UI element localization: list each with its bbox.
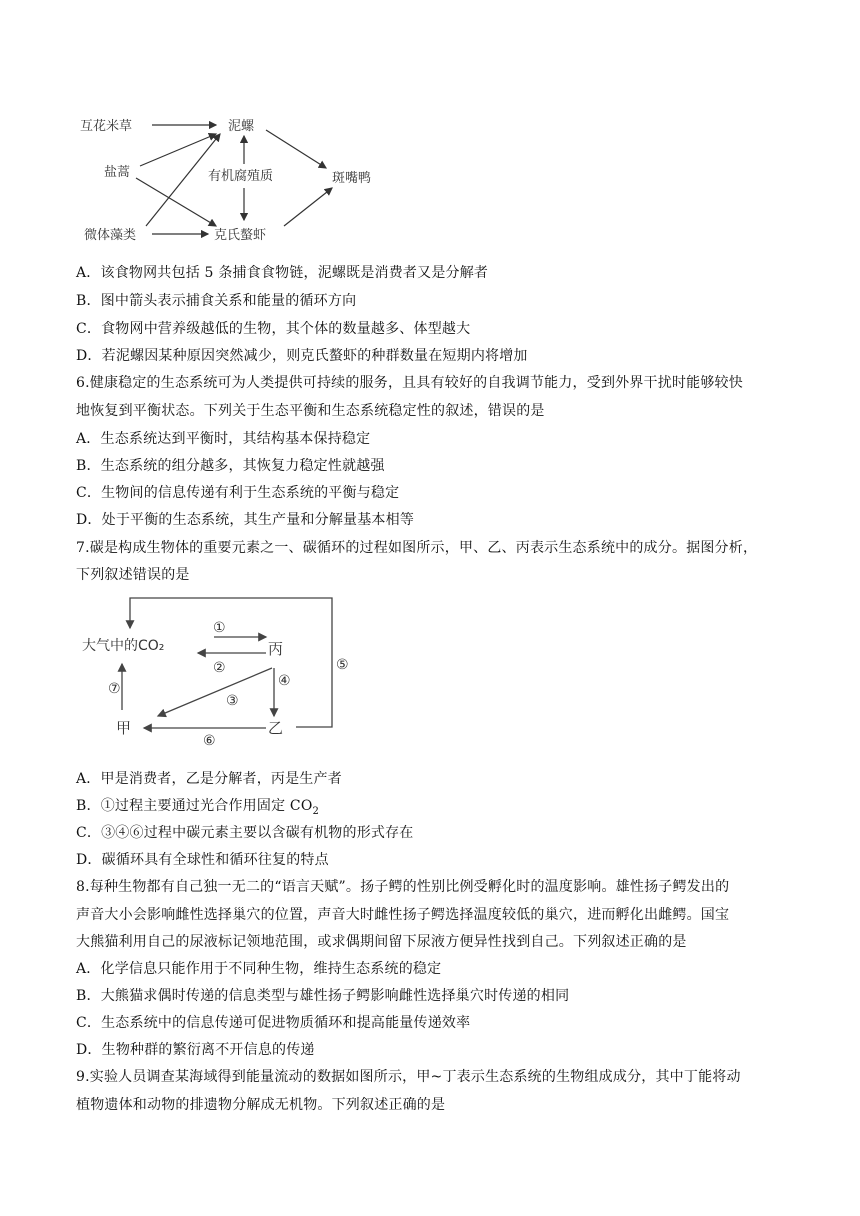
- q6-stem-line-1: 6.健康稳定的生态系统可为人类提供可持续的服务，且具有较好的自我调节能力，受到外界干扰时能够较快: [76, 375, 743, 391]
- node-crayfish: 克氏螯虾: [214, 228, 267, 243]
- q5-option-c: C．食物网中营养级越低的生物，其个体的数量越多、体型越大: [76, 321, 471, 337]
- arrow-suaeda-crayfish: [136, 178, 216, 226]
- arrow-crayfish-duck: [284, 188, 332, 226]
- node-detritus: 有机腐殖质: [208, 169, 274, 184]
- node-yi: 乙: [268, 719, 284, 737]
- q5-option-d: D．若泥螺因某种原因突然减少，则克氏螯虾的种群数量在短期内将增加: [76, 348, 528, 364]
- label-5: ⑤: [336, 657, 349, 673]
- q8-stem-line-3: 大熊猫利用自己的尿液标记领地范围，或求偶期间留下尿液方便异性找到自己。下列叙述正确的是: [76, 934, 687, 950]
- label-3: ③: [226, 693, 239, 709]
- arrow-suaeda-snail: [140, 134, 216, 166]
- node-duck: 斑嘴鸭: [332, 171, 372, 186]
- q9-stem-line-1: 9.实验人员调查某海域得到能量流动的数据如图所示，甲~丁表示生态系统的生物组成成分，其中丁能将动: [76, 1069, 741, 1085]
- node-suaeda: 盐蒿: [104, 165, 131, 180]
- label-2: ②: [213, 660, 226, 676]
- q7-stem-line-2: 下列叙述错误的是: [76, 567, 190, 583]
- q6-stem-line-2: 地恢复到平衡状态。下列关于生态平衡和生态系统稳定性的叙述，错误的是: [76, 403, 545, 419]
- label-7: ⑦: [108, 681, 121, 697]
- label-6: ⑥: [203, 733, 216, 749]
- q8-option-a: A．化学信息只能作用于不同种生物，维持生态系统的稳定: [76, 961, 442, 977]
- arrow-snail-duck: [266, 130, 326, 168]
- atmosphere-co2-label: 大气中的CO₂: [82, 638, 165, 654]
- carbon-cycle-diagram: [78, 592, 368, 752]
- q8-stem-line-2: 声音大小会影响雌性选择巢穴的位置，声音大时雌性扬子鳄选择温度较低的巢穴，进而孵化出雌鳄。国宝: [76, 907, 730, 923]
- q7-option-d: D．碳循环具有全球性和循环往复的特点: [76, 852, 329, 868]
- node-bing: 丙: [268, 640, 284, 658]
- q6-option-a: A．生态系统达到平衡时，其结构基本保持稳定: [76, 431, 371, 447]
- label-1: ①: [213, 620, 226, 636]
- node-jia: 甲: [116, 719, 132, 737]
- node-microalgae: 微体藻类: [84, 228, 137, 243]
- q8-option-c: C．生态系统中的信息传递可促进物质循环和提高能量传递效率: [76, 1015, 471, 1031]
- q6-option-d: D．处于平衡的生态系统，其生产量和分解量基本相等: [76, 512, 415, 528]
- food-web-diagram: [76, 108, 406, 248]
- q6-option-c: C．生物间的信息传递有利于生态系统的平衡与稳定: [76, 485, 400, 501]
- node-spartina: 互花米草: [80, 119, 133, 134]
- q7-option-b: [76, 797, 319, 821]
- q8-option-b: B．大熊猫求偶时传递的信息类型与雄性扬子鳄影响雌性选择巢穴时传递的相同: [76, 988, 570, 1004]
- q7-stem-line-1: 7.碳是构成生物体的重要元素之一、碳循环的过程如图所示，甲、乙、丙表示生态系统中的成分。据图分析，: [76, 540, 758, 556]
- q6-option-b: B．生态系统的组分越多，其恢复力稳定性就越强: [76, 458, 385, 474]
- node-snail: 泥螺: [228, 119, 255, 134]
- q8-option-d: D．生物种群的繁衍离不开信息的传递: [76, 1042, 315, 1058]
- q7-option-a: A．甲是消费者，乙是分解者，丙是生产者: [76, 771, 342, 787]
- q7-option-b-text: B．①过程主要通过光合作用固定 CO: [76, 798, 313, 814]
- q9-stem-line-2: 植物遗体和动物的排遗物分解成无机物。下列叙述正确的是: [76, 1097, 446, 1113]
- q7-option-c: C．③④⑥过程中碳元素主要以含碳有机物的形式存在: [76, 825, 414, 841]
- q8-stem-line-1: 8.每种生物都有自己独一无二的“语言天赋”。扬子鳄的性别比例受孵化时的温度影响。雄性扬子鳄发出的: [76, 879, 730, 895]
- co2-subscript: 2: [312, 805, 320, 817]
- q5-option-b: B．图中箭头表示捕食关系和能量的循环方向: [76, 293, 357, 309]
- q5-option-a: A．该食物网共包括 5 条捕食食物链，泥螺既是消费者又是分解者: [76, 265, 489, 281]
- label-4: ④: [278, 673, 291, 689]
